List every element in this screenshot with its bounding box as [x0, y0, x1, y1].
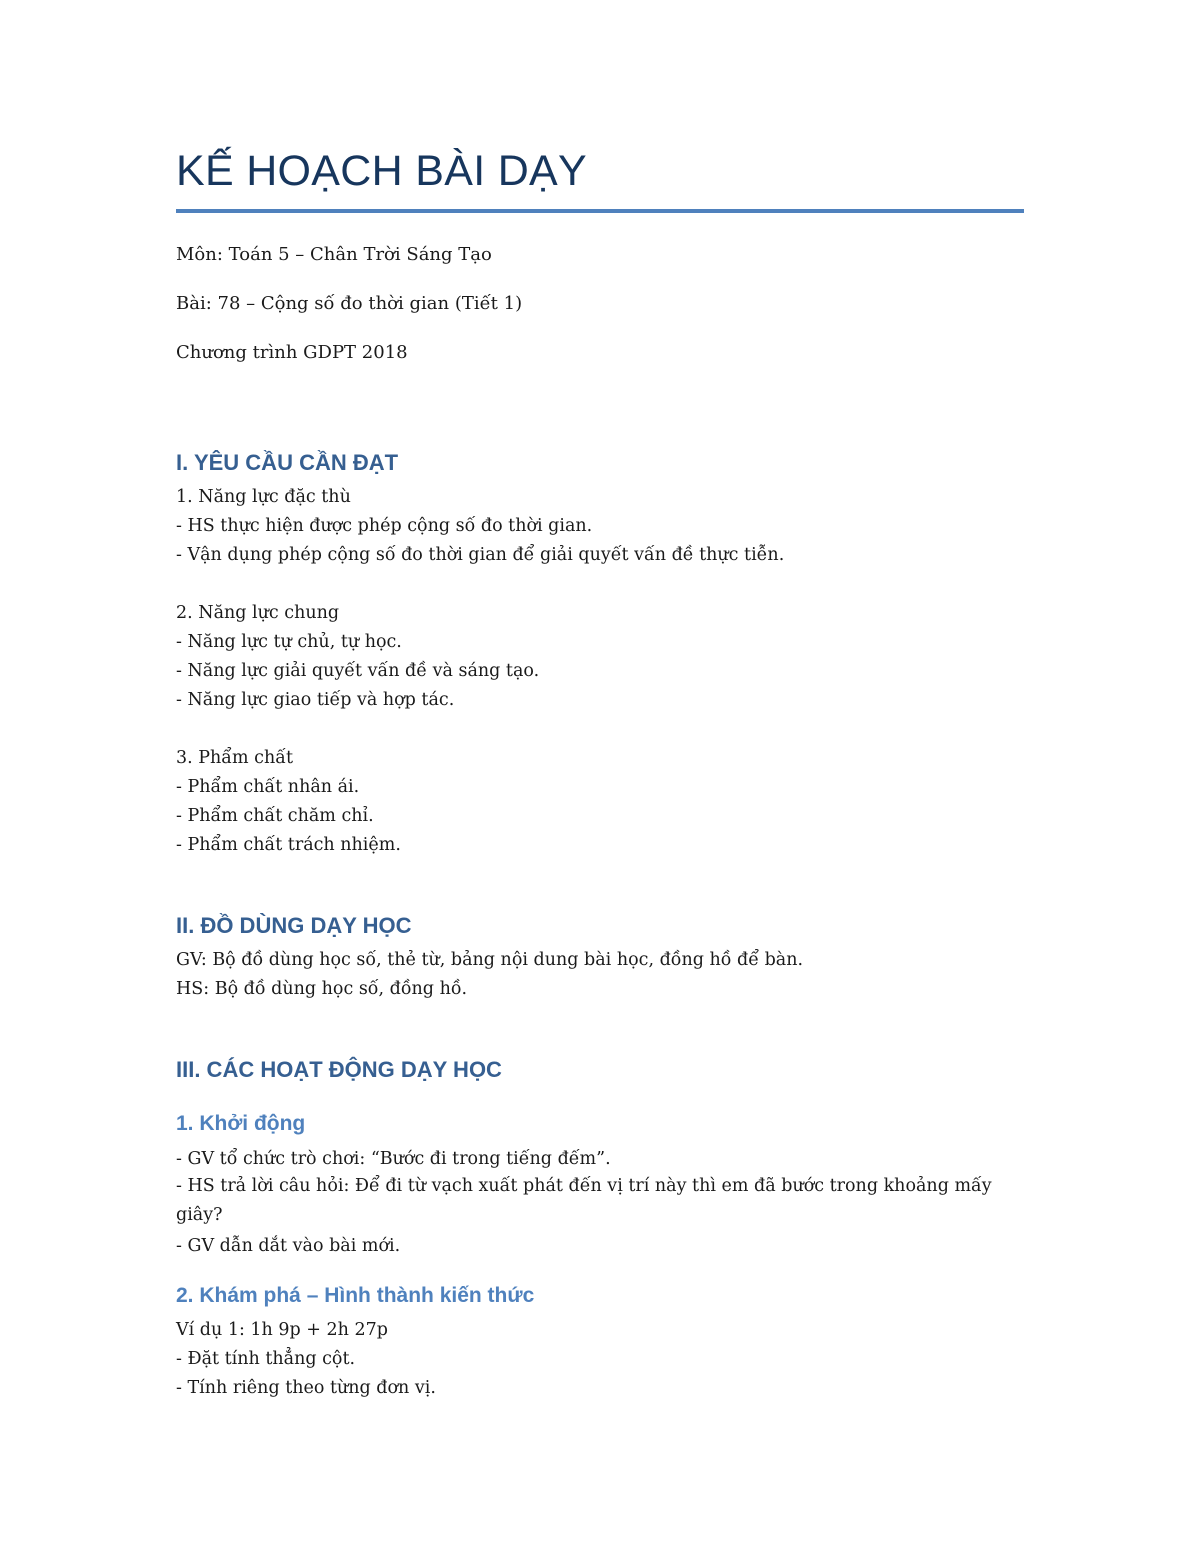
list-item: - Năng lực tự chủ, tự học. [176, 632, 402, 652]
list-item: - Đặt tính thẳng cột. [176, 1349, 356, 1369]
group-title-qualities: 3. Phẩm chất [176, 748, 294, 768]
list-item: - Tính riêng theo từng đơn vị. [176, 1378, 436, 1398]
list-item: - HS thực hiện được phép cộng số đo thời gian. [176, 516, 593, 536]
list-item: - Vận dụng phép cộng số đo thời gian để giải quyết vấn đề thực tiễn. [176, 545, 785, 565]
materials-student: HS: Bộ đồ dùng học số, đồng hồ. [176, 979, 468, 999]
list-item: - Năng lực giải quyết vấn đề và sáng tạo. [176, 661, 540, 681]
list-item: - GV dẫn dắt vào bài mới. [176, 1236, 401, 1256]
section-heading-materials: II. ĐỒ DÙNG DẠY HỌC [176, 913, 412, 938]
activity-heading-warmup: 1. Khởi động [176, 1112, 306, 1135]
materials-teacher: GV: Bộ đồ dùng học số, thẻ từ, bảng nội dung bài học, đồng hồ để bàn. [176, 950, 804, 970]
title-underline [176, 209, 1024, 213]
activity-heading-explore: 2. Khám phá – Hình thành kiến thức [176, 1284, 535, 1307]
meta-program: Chương trình GDPT 2018 [176, 342, 408, 363]
document-title: KẾ HOẠCH BÀI DẠY [176, 147, 588, 195]
example-line: Ví dụ 1: 1h 9p + 2h 27p [176, 1320, 388, 1340]
list-item: - Phẩm chất nhân ái. [176, 777, 360, 797]
meta-lesson: Bài: 78 – Cộng số đo thời gian (Tiết 1) [176, 293, 523, 314]
group-title-general-competence: 2. Năng lực chung [176, 603, 340, 623]
list-item: - Năng lực giao tiếp và hợp tác. [176, 690, 455, 710]
list-item: - GV tổ chức trò chơi: “Bước đi trong tiếng đếm”. [176, 1149, 611, 1169]
meta-subject: Môn: Toán 5 – Chân Trời Sáng Tạo [176, 244, 492, 265]
list-item: - Phẩm chất trách nhiệm. [176, 835, 401, 855]
section-heading-activities: III. CÁC HOẠT ĐỘNG DẠY HỌC [176, 1057, 502, 1082]
list-item: - HS trả lời câu hỏi: Để đi từ vạch xuất phát đến vị trí này thì em đã bước trong khoảng mấy giây? [176, 1176, 992, 1225]
section-heading-requirements: I. YÊU CẦU CẦN ĐẠT [176, 450, 399, 475]
group-title-specific-competence: 1. Năng lực đặc thù [176, 487, 351, 507]
list-item: - Phẩm chất chăm chỉ. [176, 806, 374, 826]
